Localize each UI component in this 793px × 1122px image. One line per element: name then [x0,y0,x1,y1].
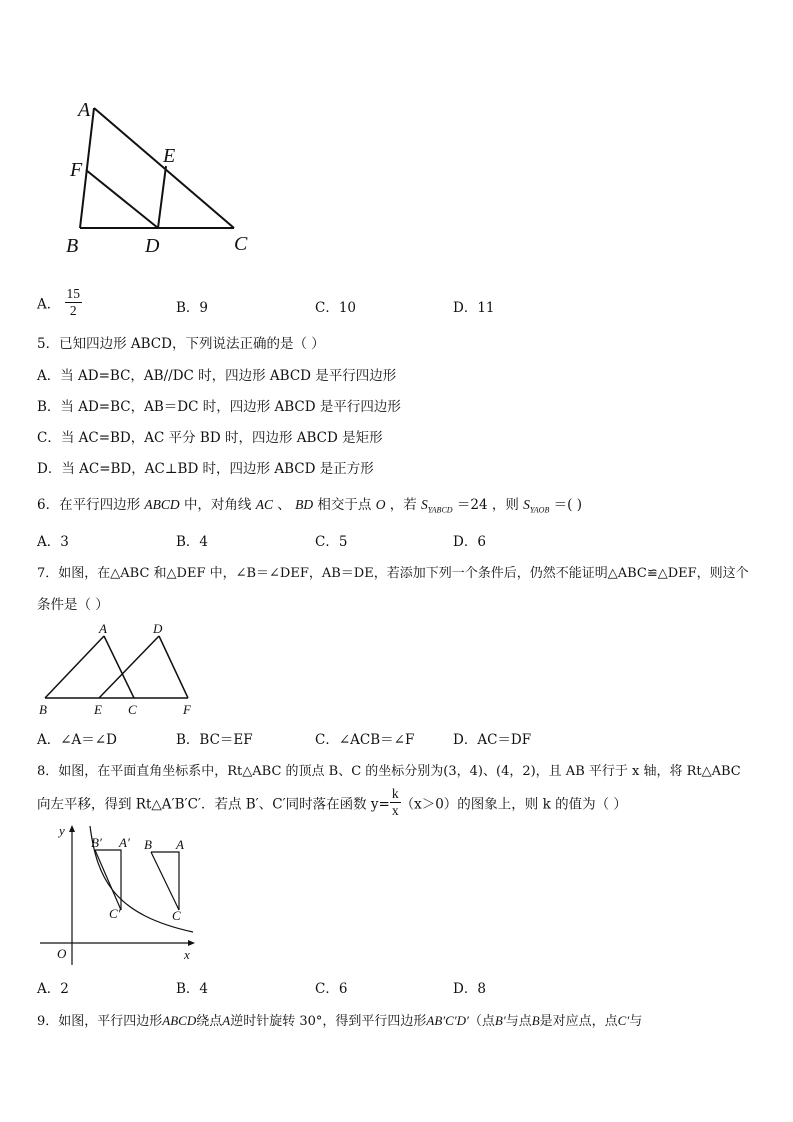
q6-o: O [375,497,386,512]
q4-option-a[interactable] [37,286,82,319]
q4-option-c[interactable]: C．10 [315,300,357,316]
triangle-figure-q4 [60,90,270,260]
label-c: C [172,908,181,923]
q7-stem-line-1: 7．如图，在△ABC 和△DEF 中，∠B＝∠DEF，AB＝DE，若添加下列一个条件后，仍然不能证明△ABC≌△DEF，则这个 [37,566,749,581]
q6-text-2: 中，对角线 [183,497,252,513]
label-c: C [128,702,137,717]
q9-a: A [222,1013,231,1028]
q9-text-1: 9．如图，平行四边形 [37,1014,163,1029]
q7-option-b[interactable]: B．BC＝EF [176,732,253,748]
q5-stem: 5．已知四边形 ABCD，下列说法正确的是（ ） [37,336,325,352]
label-a: A [176,837,184,852]
q6-s2: S [523,497,530,512]
label-f: F [183,702,191,717]
q9-abcd: ABCD [162,1013,197,1028]
fraction-denominator: 2 [69,303,77,318]
q9-text-5: 与点 [505,1014,532,1029]
q8-text-2: （x＞0）的图象上，则 k 的值为（ ） [400,796,627,813]
q9-text-4: （点 [468,1014,495,1029]
q8-stem-line-2 [37,786,627,819]
label-c-prime: C′ [109,906,121,921]
label-b: B [66,235,79,257]
q7-option-d[interactable]: D．AC＝DF [453,732,532,748]
q7-stem-line-2: 条件是（ ） [37,597,109,613]
q9-text-6: 是对应点，点 [539,1014,618,1029]
q7-option-a[interactable]: A．∠A＝∠D [37,732,117,748]
q8-text-1: 向左平移，得到 Rt△A′B′C′．若点 B′、C′同时落在函数 y= [37,796,390,813]
q6-eq-1: ＝24 [456,497,488,513]
q6-area-aob [523,497,550,515]
origin-label: O [57,946,67,961]
q6-s1: S [421,497,428,512]
q6-text-1: 6．在平行四边形 [37,497,141,513]
q6-text-6: ，则 [491,497,519,513]
label-a-prime: A′ [119,835,130,850]
q6-eq-2: ＝( ) [553,497,582,513]
q6-bd: BD [295,497,314,512]
label-e: E [163,145,176,167]
q9-abcd-prime: AB′C′D′ [426,1013,469,1028]
q4-option-b[interactable]: B．9 [176,300,209,316]
triangles-figure-q7 [35,618,205,720]
y-axis-label: y [59,823,65,838]
q6-s2-sub: YAOB [529,505,550,515]
label-b-prime: B′ [91,835,102,850]
q6-text-3: 、 [277,497,291,513]
q6-option-b[interactable]: B．4 [176,534,209,550]
label-f: F [70,159,83,181]
q9-stem [37,1010,642,1029]
q6-text-4: 相交于点 [317,497,372,513]
label-e: E [94,702,102,717]
fraction-numerator: 15 [66,286,81,301]
q5-option-a[interactable]: A．当 AD=BC，AB//DC 时，四边形 ABCD 是平行四边形 [37,368,397,384]
q7-option-c[interactable]: C．∠ACB＝∠F [315,732,415,748]
label-b: B [144,837,152,852]
fraction-denominator: x [391,803,399,818]
label-b: B [39,702,47,717]
q9-text-7: 与 [629,1014,643,1029]
q9-c-prime: C′ [617,1013,630,1028]
label-a: A [78,99,91,121]
q5-option-c[interactable]: C．当 AC=BD，AC 平分 BD 时，四边形 ABCD 是矩形 [37,430,383,446]
q8-option-a[interactable]: A．2 [37,981,69,997]
label-d: D [145,235,160,257]
q6-ac: AC [255,497,273,512]
label-c: C [234,233,248,255]
q8-option-d[interactable]: D．8 [453,981,486,997]
q6-option-d[interactable]: D．6 [453,534,486,550]
q9-text-2: 绕点 [196,1014,223,1029]
q4-option-a-label: A． [37,296,61,313]
fraction-numerator: k [391,786,399,801]
q8-option-b[interactable]: B．4 [176,981,209,997]
label-a: A [99,621,107,636]
q8-stem-line-1: 8．如图，在平面直角坐标系中，Rt△ABC 的顶点 B、C 的坐标分别为(3，4)、(4，2)，且 AB 平行于 x 轴，将 Rt△ABC [37,764,741,779]
q6-s1-sub: YABCD [427,505,453,515]
q8-option-c[interactable]: C．6 [315,981,348,997]
x-axis-label: x [184,947,190,962]
q9-b-prime: B′ [494,1013,506,1028]
q6-text-5: ，若 [389,497,417,513]
q6-abcd: ABCD [144,497,180,512]
coordinate-figure-q8 [35,820,205,970]
q4-option-d[interactable]: D．11 [453,300,495,316]
q9-text-3: 逆时针旋转 30°，得到平行四边形 [230,1014,427,1029]
q6-option-c[interactable]: C．5 [315,534,348,550]
q6-stem [37,493,582,515]
fraction-k-over-x [390,786,401,819]
q9-b: B [531,1013,540,1028]
q5-option-b[interactable]: B．当 AD=BC，AB＝DC 时，四边形 ABCD 是平行四边形 [37,399,401,415]
q6-option-a[interactable]: A．3 [37,534,69,550]
q6-area-abcd [421,497,453,515]
fraction-15-over-2 [65,286,83,319]
label-d: D [153,621,163,636]
q5-option-d[interactable]: D．当 AC=BD，AC⊥BD 时，四边形 ABCD 是正方形 [37,461,374,477]
